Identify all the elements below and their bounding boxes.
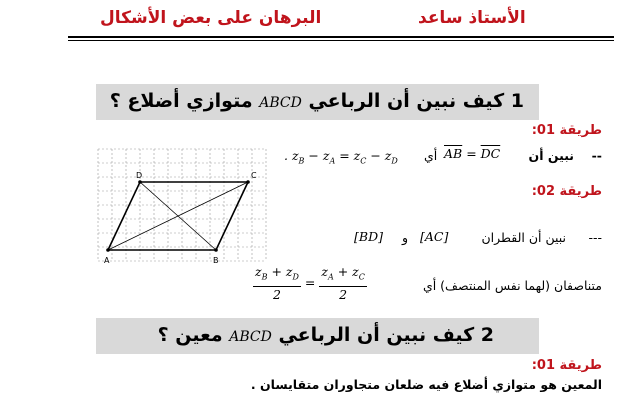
method2-label: طريقة 02: bbox=[531, 184, 602, 199]
section-2-number: 2 bbox=[480, 324, 494, 346]
vertex-a-label: A bbox=[104, 256, 110, 265]
vertex-c-label: C bbox=[251, 171, 257, 180]
section-1-text: كيف نبين أن الرباعي bbox=[308, 90, 505, 112]
method1-prefix: -- bbox=[591, 148, 602, 163]
method2-and: و bbox=[402, 230, 409, 245]
diagonal-bd bbox=[140, 182, 216, 250]
parallelogram-figure bbox=[96, 147, 268, 265]
figure-grid bbox=[98, 149, 266, 261]
method1-vector-eq: $\overline{AB} = \overline{DC}$ bbox=[444, 146, 501, 161]
vector-dc: $\overline{DC}$ bbox=[480, 146, 501, 161]
method2-text: نبين أن القطران bbox=[481, 230, 566, 245]
method1-any: أي bbox=[424, 148, 438, 163]
section-2-quad: ABCD bbox=[229, 329, 272, 345]
method3-label: طريقة 01: bbox=[531, 358, 602, 373]
method1-text: نبين أن bbox=[528, 148, 574, 163]
segment-ac: [AC] bbox=[420, 229, 449, 244]
section-2-title bbox=[158, 324, 494, 346]
section-1-end: متوازي أضلاع ؟ bbox=[109, 90, 253, 112]
vector-ab: $\overline{AB}$ bbox=[444, 146, 463, 161]
section-1-title bbox=[110, 90, 524, 112]
header-rule-top bbox=[68, 36, 614, 38]
method2-line2-text: متناصفان (لهما نفس المنتصف) أي bbox=[422, 278, 602, 293]
section-1-number: 1 bbox=[510, 90, 524, 112]
method3-text: المعين هو متوازي أضلاع فيه ضلعان متجاوران متقايسان . bbox=[250, 377, 602, 392]
section-2-text: كيف نبين أن الرباعي bbox=[278, 324, 475, 346]
header-rule-bottom bbox=[68, 40, 614, 41]
section-2-end: معين ؟ bbox=[157, 324, 223, 346]
midpoint-equation: $\frac{z_B + z_D}{2}$ = $\frac{z_A + z_C}{2}$ bbox=[255, 264, 365, 302]
vertex-b-label: B bbox=[213, 256, 219, 265]
segment-bd: [BD] bbox=[354, 229, 383, 244]
method2-prefix: --- bbox=[588, 230, 602, 245]
method1-label: طريقة 01: bbox=[531, 123, 602, 138]
vertex-d-label: D bbox=[136, 171, 143, 180]
header-teacher: الأستاذ ساعد bbox=[418, 8, 526, 28]
method1-complex-eq: . $z_B - z_A = z_C - z_D$ bbox=[284, 148, 398, 166]
section-1-quad: ABCD bbox=[259, 95, 302, 111]
header-title: البرهان على بعض الأشكال bbox=[100, 8, 322, 28]
